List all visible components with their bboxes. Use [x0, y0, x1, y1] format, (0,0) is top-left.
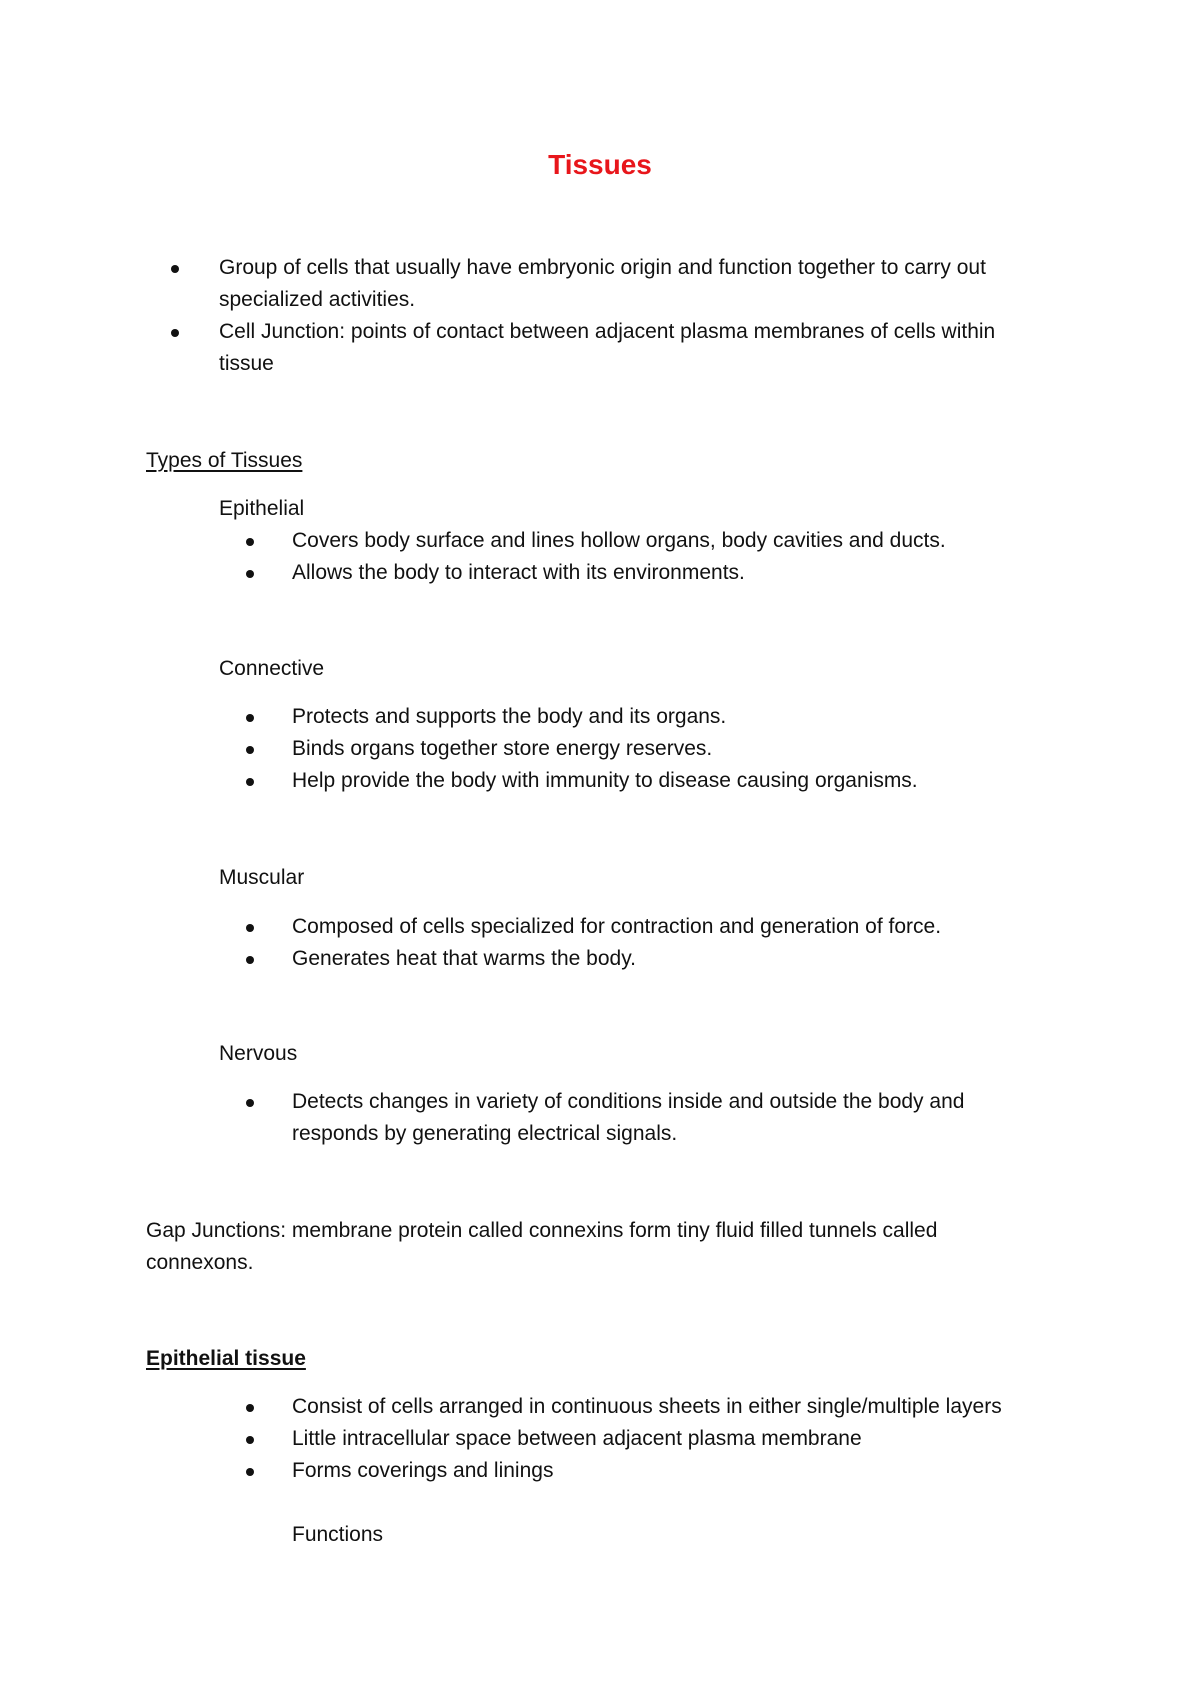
bullet-icon — [246, 1468, 254, 1476]
connective-item-1: Protects and supports the body and its organs. — [292, 705, 727, 728]
bullet-icon — [246, 714, 254, 722]
gap-junctions-line-1: Gap Junctions: membrane protein called connexins form tiny fluid filled tunnels called — [146, 1219, 938, 1242]
bullet-icon — [171, 265, 179, 273]
nervous-label: Nervous — [219, 1042, 298, 1065]
muscular-label: Muscular — [219, 866, 305, 889]
connective-label: Connective — [219, 657, 325, 680]
intro-item-1-line-2: specialized activities. — [219, 288, 416, 311]
bullet-icon — [246, 778, 254, 786]
muscular-item-2: Generates heat that warms the body. — [292, 947, 636, 970]
bullet-icon — [246, 538, 254, 546]
epithelial-tissue-item-2: Little intracellular space between adjacent plasma membrane — [292, 1427, 862, 1450]
intro-item-1-line-1: Group of cells that usually have embryonic origin and function together to carry out — [219, 256, 986, 279]
intro-item-2-line-1: Cell Junction: points of contact between adjacent plasma membranes of cells within — [219, 320, 996, 343]
bullet-icon — [246, 956, 254, 964]
connective-item-2: Binds organs together store energy reserves. — [292, 737, 713, 760]
epithelial-tissue-item-3: Forms coverings and linings — [292, 1459, 554, 1482]
nervous-item-1-line-1: Detects changes in variety of conditions inside and outside the body and — [292, 1090, 965, 1113]
bullet-icon — [246, 1436, 254, 1444]
intro-item-2-line-2: tissue — [219, 352, 274, 375]
bullet-icon — [246, 746, 254, 754]
bullet-icon — [246, 1404, 254, 1412]
nervous-item-1-line-2: responds by generating electrical signals. — [292, 1122, 678, 1145]
bullet-icon — [246, 1099, 254, 1107]
epithelial-tissue-heading: Epithelial tissue — [146, 1347, 306, 1370]
document-title: Tissues — [548, 149, 652, 180]
bullet-icon — [246, 924, 254, 932]
bullet-icon — [171, 329, 179, 337]
bullet-icon — [246, 570, 254, 578]
muscular-item-1: Composed of cells specialized for contraction and generation of force. — [292, 915, 942, 938]
types-heading: Types of Tissues — [146, 449, 303, 472]
epithelial-label: Epithelial — [219, 497, 305, 520]
functions-subheading: Functions — [292, 1523, 384, 1546]
epithelial-item-1: Covers body surface and lines hollow organs, body cavities and ducts. — [292, 529, 946, 552]
epithelial-item-2: Allows the body to interact with its environments. — [292, 561, 745, 584]
epithelial-tissue-item-1: Consist of cells arranged in continuous sheets in either single/multiple layers — [292, 1395, 1002, 1418]
gap-junctions-line-2: connexons. — [146, 1251, 254, 1274]
connective-item-3: Help provide the body with immunity to disease causing organisms. — [292, 769, 918, 792]
